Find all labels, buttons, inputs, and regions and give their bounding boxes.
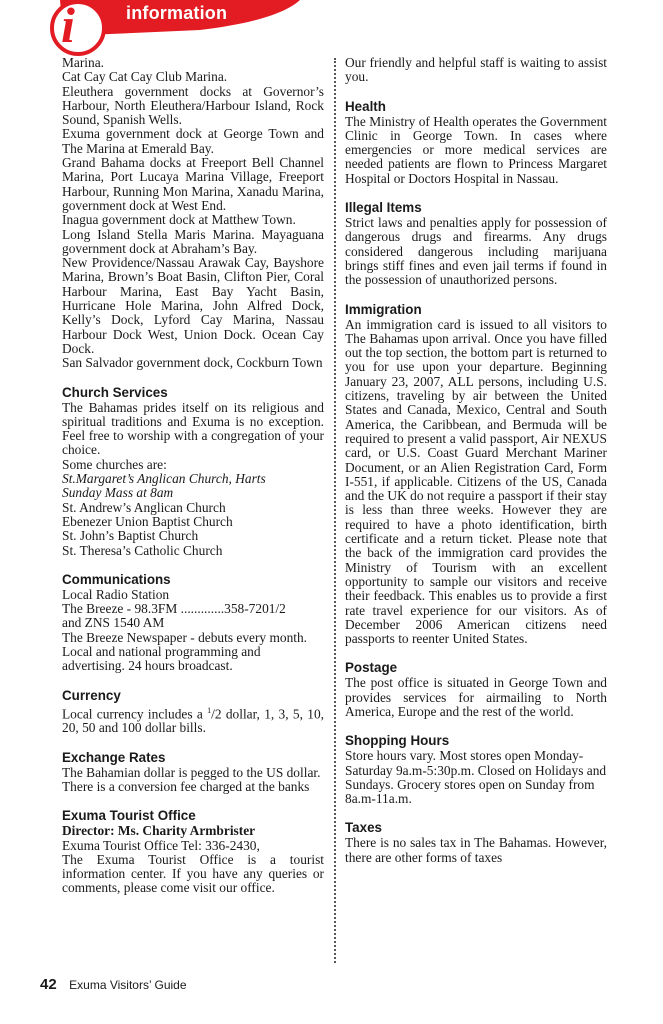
church-some: Some churches are: <box>62 456 167 472</box>
church-item: St. John’s Baptist Church <box>62 528 199 544</box>
left-column <box>62 56 324 896</box>
comms-line: Local Radio Station <box>62 586 170 602</box>
church-item: St. Theresa’s Catholic Church <box>62 542 223 558</box>
marina-line: New Providence/Nassau Arawak Cay, Bayshore Marina, Brown’s Boat Basin, Clifton Pier, Coral Harbour Marina, East Bay Yacht Basin, Hurricane Hole Marina, John Alfred Dock, Kelly’s Dock, Lyford Cay Marina, Nassau Harbour Dock West, Union Dock. Ocean Cay Dock. <box>62 255 324 356</box>
page-header <box>0 0 300 62</box>
postage-text: The post office is situated in George Town and provides services for airmailing to North America, Europe and the rest of the world. <box>345 675 607 719</box>
marina-line: Cat Cay Cat Cay Club Marina. <box>62 69 228 85</box>
church-heading: Church Services <box>62 384 168 400</box>
marina-line: San Salvador government dock, Cockburn Town <box>62 355 323 371</box>
comms-line: The Breeze - 98.3FM .............358-7201/2 <box>62 601 286 617</box>
currency-text <box>62 704 324 736</box>
marina-line: Inagua government dock at Matthew Town. <box>62 212 296 228</box>
office-text: The Exuma Tourist Office is a tourist information center. If you have any queries or comments, please come visit our office. <box>62 851 324 896</box>
currency-post: /2 dollar, 1, 3, 5, 10, 20, 50 and 100 dollar bills. <box>62 706 324 736</box>
currency-sup: 1 <box>207 705 212 715</box>
illegal-text: Strict laws and penalties apply for possession of dangerous drugs and firearms. Any drugs considered dangerous including marijuana brings stiff fines and even jail terms if found in the possession of unauthorized persons. <box>345 215 607 288</box>
currency-pre: Local currency includes a <box>62 706 208 722</box>
page-number: 42 <box>40 976 57 993</box>
exchange-text: The Bahamian dollar is pegged to the US dollar. There is a conversion fee charged at the banks <box>62 764 321 794</box>
info-logo-icon: i <box>61 0 75 53</box>
guide-title: Exuma Visitors’ Guide <box>69 978 187 992</box>
office-tel: Exuma Tourist Office Tel: 336-2430, <box>62 837 260 853</box>
office-heading: Exuma Tourist Office <box>62 808 196 824</box>
illegal-heading: Illegal Items <box>345 200 422 216</box>
church-item: Ebenezer Union Baptist Church <box>62 513 233 529</box>
exchange-heading: Exchange Rates <box>62 749 166 765</box>
health-heading: Health <box>345 98 386 114</box>
shopping-heading: Shopping Hours <box>345 733 450 749</box>
church-item: St. Andrew’s Anglican Church <box>62 499 226 515</box>
marina-line: Exuma government dock at George Town and The Marina at Emerald Bay. <box>62 126 324 156</box>
page-footer <box>40 976 187 994</box>
taxes-heading: Taxes <box>345 820 382 836</box>
marina-line: Long Island Stella Maris Marina. Mayaguana government dock at Abraham’s Bay. <box>62 226 324 256</box>
office-director: Director: Ms. Charity Armbrister <box>62 823 256 839</box>
postage-heading: Postage <box>345 660 398 676</box>
immigration-heading: Immigration <box>345 301 422 317</box>
church-intro: The Bahamas prides itself on its religious and spiritual traditions and Exuma is no exception. Feel free to worship with a congregation of your choice. <box>62 399 324 458</box>
marina-line: Eleuthera government docks at Governor’s Harbour, North Eleuthera/Harbour Island, Rock Sound, Spanish Wells. <box>62 83 324 128</box>
church-italic: Sunday Mass at 8am <box>62 485 174 501</box>
staff-text: Our friendly and helpful staff is waiting to assist you. <box>345 55 607 85</box>
immigration-text: An immigration card is issued to all visitors to The Bahamas upon arrival. Once you have filled out the top section, the bottom part is returned to you for use upon your departure. Beginning January 23, 2007, ALL persons, including U.S. citizens, traveling by air between the United States and Canada, Mexico, Central and South America, the Caribbean, and Bermuda will be required to present a valid passport, Air NEXUS card, or U.S. Coast Guard Merchant Mariner Document, or an Alien Registration Card, Form I-551, if applicable. Citizens of the US, Canada and the UK do not require a passport if their stay is less than three weeks. However they are required to have a photo identification, birth certificate and a return ticket. Please note that the back of the immigration card provides the Ministry of Tourism with an excellent opportunity to sample our visitors and receive their feedback. This enables us to provide a first rate travel experience for our visitors. As of December 2006 American citizens need passports to reenter United States. <box>345 316 607 647</box>
marina-line: Grand Bahama docks at Freeport Bell Channel Marina, Port Lucaya Marina Village, Freeport Harbour, Running Mon Marina, Xanadu Marina, government dock at West End. <box>62 155 324 213</box>
shopping-text: Store hours vary. Most stores open Monday-Saturday 9a.m-5:30p.m. Closed on Holidays and Sundays. Grocery stores open on Sunday from 8a.m-11a.m. <box>345 748 607 807</box>
comms-line: The Breeze Newspaper - debuts every month. Local and national programming and advertising. 24 hours broadcast. <box>62 629 308 674</box>
marina-line: Marina. <box>62 55 105 70</box>
header-title: information <box>126 3 228 23</box>
currency-heading: Currency <box>62 687 121 703</box>
communications-heading: Communications <box>62 571 171 587</box>
comms-line: and ZNS 1540 AM <box>62 615 165 631</box>
church-italic: St.Margaret’s Anglican Church, Harts <box>62 471 266 487</box>
right-column <box>345 56 607 865</box>
health-text: The Ministry of Health operates the Government Clinic in George Town. In cases where emergencies or more medical services are needed patients are flown to Princess Margaret Hospital or Doctors Hospital in Nassau. <box>345 113 607 186</box>
taxes-text: There is no sales tax in The Bahamas. However, there are other forms of taxes <box>345 835 607 865</box>
column-divider <box>334 58 336 963</box>
